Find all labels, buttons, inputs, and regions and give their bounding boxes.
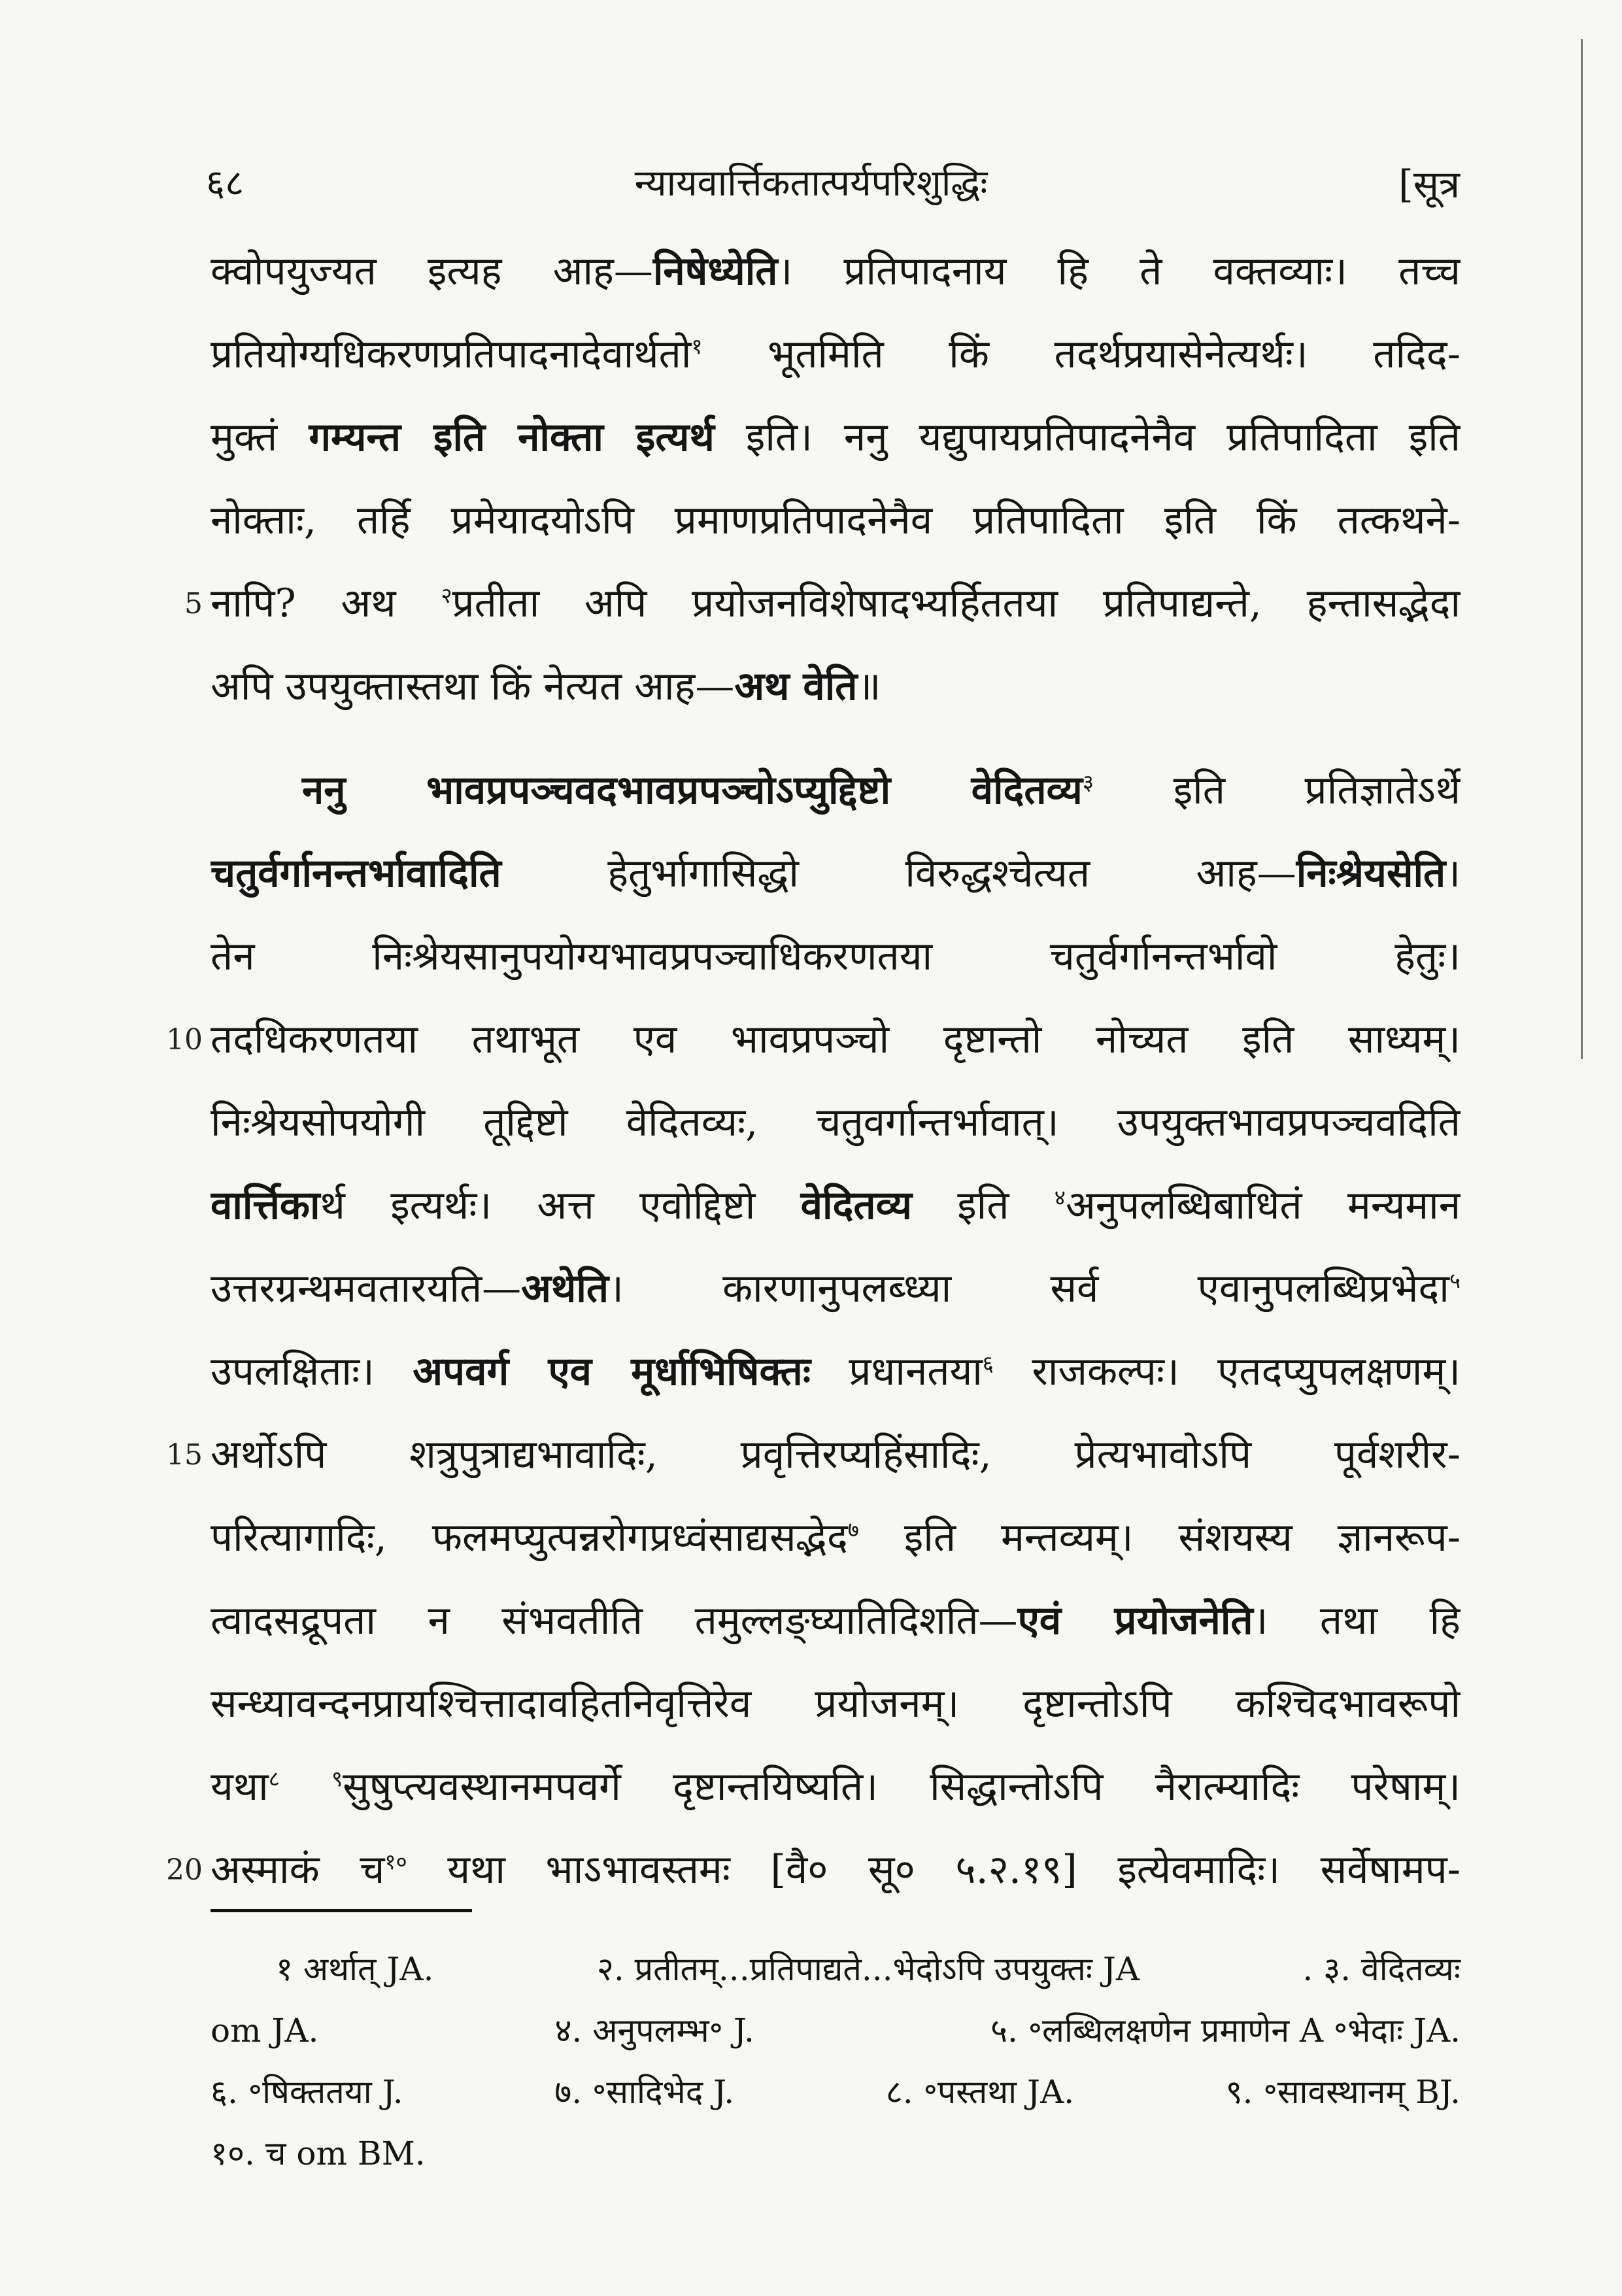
main-text — [211, 230, 1461, 1912]
footnote-marker: ४ — [1054, 1185, 1066, 1210]
footnote-marker: ५ — [1449, 1268, 1461, 1293]
text-line: उपलक्षिताः। अपवर्ग एव मूर्धाभिषिक्तः प्रधानतया$^६$ राजकल्पः। एतदप्युपलक्षणम्। — [211, 1349, 1461, 1394]
footnote-marker: २ — [441, 582, 452, 608]
footnote-marker: ९ — [331, 1766, 343, 1791]
lemma: निःश्रेयसेति — [1296, 851, 1446, 896]
text-line: ननु भावप्रपञ्चवदभावप्रपञ्चोऽप्युद्दिष्टो वेदितव्य$^३$ इति प्रतिज्ञातेऽर्थे — [302, 768, 1461, 813]
footnote-marker: ६ — [982, 1351, 994, 1376]
text-line: उत्तरग्रन्थमवतारयति—अथेति। कारणानुपलब्ध्या सर्व एवानुपलब्धिप्रभेदा$^५$ — [211, 1266, 1461, 1311]
line-number: 10 — [166, 1023, 203, 1056]
footnote: ८. ॰पस्तथा JA. — [885, 2073, 1075, 2111]
footnote: . ३. वेदितव्यः — [1302, 1950, 1461, 1988]
footnote: १ अर्थात् JA. — [276, 1950, 434, 1988]
text-line: अर्थोऽपि शत्रुपुत्राद्यभावादिः, प्रवृत्तिरप्यहिंसादिः, प्रेत्यभावोऽपि पूर्वशरीर- — [211, 1432, 1461, 1477]
lemma: गम्यन्त इति नोक्ता इत्यर्थ — [309, 414, 715, 460]
lemma: अपवर्ग एव मूर्धाभिषिक्तः — [413, 1349, 811, 1394]
text-line: निःश्रेयसोपयोगी तूद्दिष्टो वेदितव्यः, चतुवर्गान्तर्भावात्। उपयुक्तभावप्रपञ्चवदिति — [211, 1100, 1461, 1145]
footnotes — [211, 1938, 1461, 2184]
page-header — [0, 157, 1622, 216]
text-line: चतुर्वर्गानन्तर्भावादिति हेतुर्भागासिद्धो विरुद्धश्चेत्यत आह—निःश्रेयसेति। — [211, 851, 1461, 896]
footnote: ४. अनुपलम्भ॰ J. — [554, 2012, 754, 2050]
footnote: ६. ॰षिक्ततया J. — [211, 2073, 403, 2111]
line-number: 20 — [166, 1853, 203, 1887]
page-number: ६८ — [206, 162, 245, 205]
lemma: वेदितव्य — [800, 1183, 912, 1228]
footnote-line — [211, 2000, 1461, 2061]
paragraph-gap — [211, 728, 1461, 749]
footnote-rule — [211, 1909, 472, 1912]
text-line: नापि? अथ $^२$प्रतीता अपि प्रयोजनविशेषादभ्यर्हिततया प्रतिपाद्यन्ते, हन्तासद्भेदा — [211, 581, 1461, 626]
footnote: ७. ॰सादिभेद J. — [554, 2073, 735, 2111]
running-title: न्यायवार्त्तिकतात्पर्यपरिशुद्धिः — [634, 162, 988, 205]
text-line: तदधिकरणतया तथाभूत एव भावप्रपञ्चो दृष्टान्तो नोच्यत इति साध्यम्। — [211, 1017, 1461, 1062]
footnote: १०. च om BM. — [211, 2135, 426, 2172]
text-line: अपि उपयुक्तास्तथा किं नेत्यत आह—अथ वेति॥ — [211, 664, 881, 709]
lemma: चतुर्वर्गानन्तर्भावादिति — [211, 851, 501, 896]
footnote: ९. ॰सावस्थानम् BJ. — [1225, 2073, 1461, 2111]
text-line: मुक्तं गम्यन्त इति नोक्ता इत्यर्थ इति। ननु यद्युपायप्रतिपादनेनैव प्रतिपादिता इति — [211, 414, 1461, 460]
footnote-marker: ७ — [847, 1517, 859, 1542]
text-line: क्वोपयुज्यत इत्यह आह—निषेध्येति। प्रतिपादनाय हि ते वक्तव्याः। तच्च — [211, 248, 1461, 294]
line-number: 5 — [184, 587, 203, 620]
text-line: परित्यागादिः, फलमप्युत्पन्नरोगप्रध्वंसाद्यसद्भेद$^७$ इति मन्तव्यम्। संशयस्य ज्ञानरूप- — [211, 1515, 1461, 1561]
text-line: अस्माकं च$^{१०}$ यथा भाऽभावस्तमः [वै० सू० ५.२.१९] इत्येवमादिः। सर्वेषामप- — [211, 1847, 1461, 1893]
footnote-marker: ८ — [268, 1766, 280, 1791]
lemma: ननु भावप्रपञ्चवदभावप्रपञ्चोऽप्युद्दिष्टो वेदितव्य — [302, 768, 1083, 813]
footnote: २. प्रतीतम्...प्रतिपाद्यते...भेदोऽपि उपयुक्तः JA — [596, 1950, 1140, 1988]
lemma: अथ वेति — [734, 664, 858, 709]
text-line: वार्त्तिकार्थ इत्यर्थः। अत्त एवोद्दिष्टो वेदितव्य इति $^४$अनुपलब्धिबाधितं मन्यमान — [211, 1183, 1461, 1228]
text-line: प्रतियोग्यधिकरणप्रतिपादनादेवार्थतो$^१$ भूतमिति किं तदर्थप्रयासेनेत्यर्थः। तदिद- — [211, 331, 1461, 377]
text-line: यथा$^८$ $^९$सुषुप्त्यवस्थानमपवर्गे दृष्टान्तयिष्यति। सिद्धान्तोऽपि नैरात्म्यादिः परेषाम्। — [211, 1764, 1461, 1810]
text-line: त्वादसद्रूपता न संभवतीति तमुल्लङ्घ्यातिदिशति—एवं प्रयोजनेति। तथा हि — [211, 1598, 1461, 1644]
text-line: सन्ध्यावन्दनप्रायश्चित्तादावहितनिवृत्तिरेव प्रयोजनम्। दृष्टान्तोऽपि कश्चिदभावरूपो — [211, 1681, 1461, 1727]
footnote: ५. ॰लब्धिलक्षणेन प्रमाणेन A ॰भेदाः JA. — [990, 2012, 1461, 2050]
lemma: निषेध्येति — [652, 248, 778, 294]
text-line: नोक्ताः, तर्हि प्रमेयादयोऽपि प्रमाणप्रतिपादनेनैव प्रतिपादिता इति किं तत्कथने- — [211, 498, 1461, 543]
lemma: वार्त्तिका — [211, 1183, 320, 1228]
footnote: om JA. — [211, 2012, 319, 2050]
footnote-line — [211, 2061, 1461, 2123]
line-number: 15 — [166, 1438, 203, 1472]
footnote-line — [211, 1938, 1461, 2000]
footnote-line — [211, 2123, 1461, 2184]
lemma: एवं प्रयोजनेति — [1017, 1598, 1253, 1644]
section-label: [सूत्र — [1398, 162, 1460, 207]
footnote-marker: १ — [691, 333, 703, 359]
text-line: तेन निःश्रेयसानुपयोग्यभावप्रपञ्चाधिकरणतया चतुर्वर्गानन्तर्भावो हेतुः। — [211, 934, 1461, 979]
footnote-marker: ३ — [1082, 769, 1094, 795]
lemma: अथेति — [521, 1266, 609, 1311]
footnote-marker: १० — [384, 1849, 407, 1874]
